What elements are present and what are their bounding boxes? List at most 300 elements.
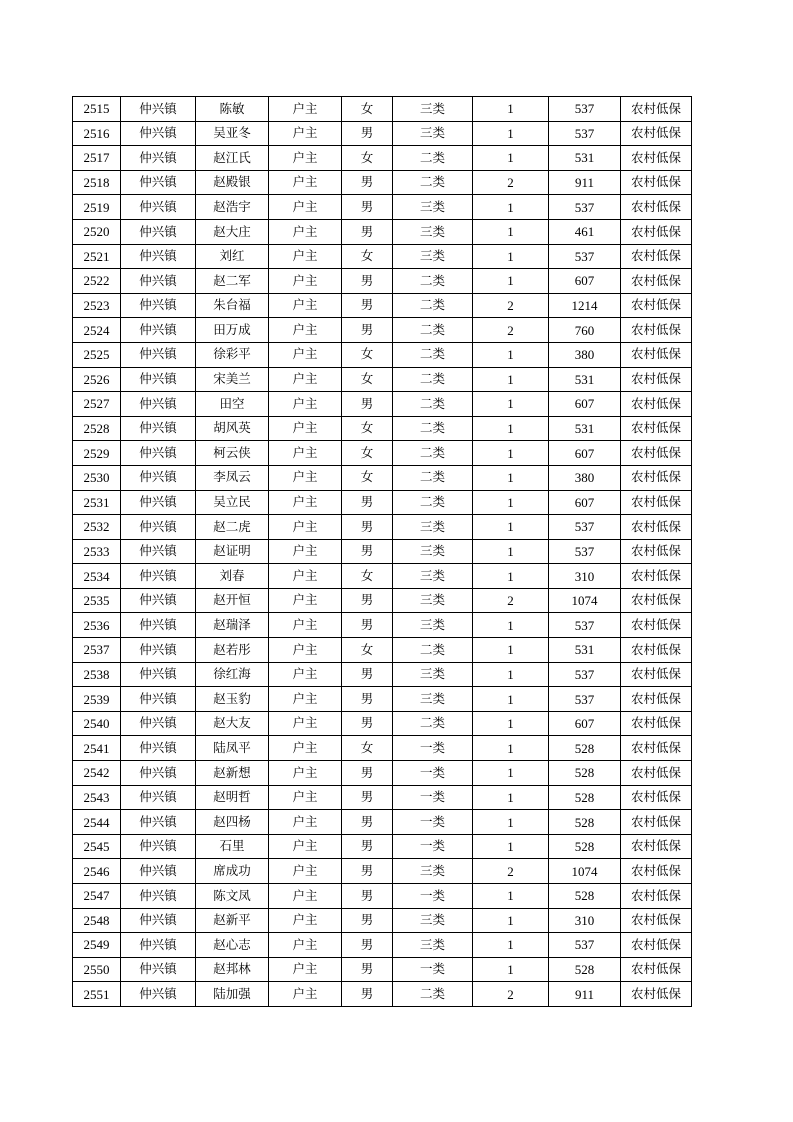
amount-cell: 607	[549, 269, 621, 294]
relation-cell: 户主	[269, 97, 342, 122]
amount-cell: 607	[549, 392, 621, 417]
amount-cell: 528	[549, 884, 621, 909]
table-row	[73, 441, 692, 466]
amount-cell: 1074	[549, 859, 621, 884]
household-size-cell: 1	[473, 613, 549, 638]
category-cell: 三类	[393, 859, 473, 884]
relation-cell: 户主	[269, 859, 342, 884]
table-row	[73, 884, 692, 909]
table-row	[73, 465, 692, 490]
name-cell: 赵四杨	[196, 810, 269, 835]
relation-cell: 户主	[269, 269, 342, 294]
category-cell: 三类	[393, 121, 473, 146]
household-size-cell: 1	[473, 244, 549, 269]
category-cell: 二类	[393, 342, 473, 367]
table-row	[73, 367, 692, 392]
gender-cell: 女	[342, 465, 393, 490]
category-cell: 一类	[393, 785, 473, 810]
category-cell: 二类	[393, 416, 473, 441]
assistance-type-cell: 农村低保	[621, 244, 692, 269]
household-size-cell: 1	[473, 687, 549, 712]
township-cell: 仲兴镇	[121, 367, 196, 392]
serial-number-cell: 2549	[73, 933, 121, 958]
household-size-cell: 1	[473, 515, 549, 540]
table-row	[73, 588, 692, 613]
gender-cell: 女	[342, 244, 393, 269]
township-cell: 仲兴镇	[121, 121, 196, 146]
amount-cell: 310	[549, 908, 621, 933]
household-size-cell: 1	[473, 490, 549, 515]
relation-cell: 户主	[269, 834, 342, 859]
gender-cell: 男	[342, 785, 393, 810]
gender-cell: 女	[342, 441, 393, 466]
category-cell: 二类	[393, 293, 473, 318]
amount-cell: 528	[549, 957, 621, 982]
relation-cell: 户主	[269, 465, 342, 490]
serial-number-cell: 2532	[73, 515, 121, 540]
amount-cell: 380	[549, 342, 621, 367]
township-cell: 仲兴镇	[121, 957, 196, 982]
table-row	[73, 638, 692, 663]
amount-cell: 528	[549, 834, 621, 859]
name-cell: 赵大庄	[196, 219, 269, 244]
table-row	[73, 687, 692, 712]
serial-number-cell: 2528	[73, 416, 121, 441]
category-cell: 二类	[393, 170, 473, 195]
category-cell: 一类	[393, 761, 473, 786]
table-row	[73, 810, 692, 835]
table-row	[73, 219, 692, 244]
gender-cell: 女	[342, 638, 393, 663]
assistance-type-cell: 农村低保	[621, 588, 692, 613]
relation-cell: 户主	[269, 613, 342, 638]
township-cell: 仲兴镇	[121, 588, 196, 613]
category-cell: 二类	[393, 318, 473, 343]
assistance-type-cell: 农村低保	[621, 884, 692, 909]
relation-cell: 户主	[269, 219, 342, 244]
assistance-type-cell: 农村低保	[621, 170, 692, 195]
name-cell: 田万成	[196, 318, 269, 343]
category-cell: 三类	[393, 195, 473, 220]
gender-cell: 男	[342, 982, 393, 1007]
table-row	[73, 293, 692, 318]
township-cell: 仲兴镇	[121, 613, 196, 638]
amount-cell: 607	[549, 490, 621, 515]
category-cell: 三类	[393, 219, 473, 244]
relation-cell: 户主	[269, 392, 342, 417]
name-cell: 陆凤平	[196, 736, 269, 761]
table-row	[73, 121, 692, 146]
category-cell: 三类	[393, 244, 473, 269]
serial-number-cell: 2521	[73, 244, 121, 269]
amount-cell: 537	[549, 933, 621, 958]
assistance-type-cell: 农村低保	[621, 711, 692, 736]
assistance-type-cell: 农村低保	[621, 465, 692, 490]
assistance-type-cell: 农村低保	[621, 859, 692, 884]
relation-cell: 户主	[269, 170, 342, 195]
gender-cell: 女	[342, 97, 393, 122]
table-row	[73, 146, 692, 171]
assistance-type-cell: 农村低保	[621, 97, 692, 122]
gender-cell: 男	[342, 957, 393, 982]
gender-cell: 男	[342, 859, 393, 884]
household-size-cell: 1	[473, 441, 549, 466]
relation-cell: 户主	[269, 490, 342, 515]
household-size-cell: 1	[473, 933, 549, 958]
serial-number-cell: 2547	[73, 884, 121, 909]
name-cell: 吴亚冬	[196, 121, 269, 146]
serial-number-cell: 2516	[73, 121, 121, 146]
township-cell: 仲兴镇	[121, 490, 196, 515]
name-cell: 李凤云	[196, 465, 269, 490]
township-cell: 仲兴镇	[121, 170, 196, 195]
table-row	[73, 416, 692, 441]
amount-cell: 310	[549, 564, 621, 589]
township-cell: 仲兴镇	[121, 219, 196, 244]
serial-number-cell: 2539	[73, 687, 121, 712]
household-size-cell: 1	[473, 392, 549, 417]
name-cell: 陆加强	[196, 982, 269, 1007]
assistance-type-cell: 农村低保	[621, 146, 692, 171]
assistance-type-cell: 农村低保	[621, 933, 692, 958]
gender-cell: 男	[342, 318, 393, 343]
category-cell: 二类	[393, 638, 473, 663]
table-row	[73, 195, 692, 220]
relation-cell: 户主	[269, 318, 342, 343]
relation-cell: 户主	[269, 293, 342, 318]
name-cell: 徐彩平	[196, 342, 269, 367]
township-cell: 仲兴镇	[121, 638, 196, 663]
table-row	[73, 613, 692, 638]
category-cell: 三类	[393, 908, 473, 933]
household-size-cell: 1	[473, 416, 549, 441]
serial-number-cell: 2537	[73, 638, 121, 663]
table-row	[73, 859, 692, 884]
township-cell: 仲兴镇	[121, 810, 196, 835]
amount-cell: 911	[549, 170, 621, 195]
serial-number-cell: 2543	[73, 785, 121, 810]
gender-cell: 女	[342, 367, 393, 392]
township-cell: 仲兴镇	[121, 785, 196, 810]
relation-cell: 户主	[269, 908, 342, 933]
name-cell: 刘红	[196, 244, 269, 269]
category-cell: 三类	[393, 613, 473, 638]
assistance-type-cell: 农村低保	[621, 121, 692, 146]
relation-cell: 户主	[269, 933, 342, 958]
name-cell: 赵邦林	[196, 957, 269, 982]
table-row	[73, 97, 692, 122]
amount-cell: 1074	[549, 588, 621, 613]
assistance-type-cell: 农村低保	[621, 293, 692, 318]
household-size-cell: 1	[473, 146, 549, 171]
category-cell: 二类	[393, 367, 473, 392]
name-cell: 赵二虎	[196, 515, 269, 540]
serial-number-cell: 2541	[73, 736, 121, 761]
name-cell: 赵证明	[196, 539, 269, 564]
amount-cell: 537	[549, 539, 621, 564]
name-cell: 刘春	[196, 564, 269, 589]
township-cell: 仲兴镇	[121, 97, 196, 122]
township-cell: 仲兴镇	[121, 342, 196, 367]
township-cell: 仲兴镇	[121, 195, 196, 220]
serial-number-cell: 2520	[73, 219, 121, 244]
amount-cell: 911	[549, 982, 621, 1007]
relation-cell: 户主	[269, 736, 342, 761]
assistance-type-cell: 农村低保	[621, 416, 692, 441]
household-size-cell: 1	[473, 97, 549, 122]
amount-cell: 537	[549, 97, 621, 122]
township-cell: 仲兴镇	[121, 761, 196, 786]
amount-cell: 531	[549, 146, 621, 171]
name-cell: 赵新平	[196, 908, 269, 933]
gender-cell: 男	[342, 490, 393, 515]
gender-cell: 男	[342, 761, 393, 786]
household-size-cell: 1	[473, 269, 549, 294]
table-row	[73, 662, 692, 687]
household-size-cell: 1	[473, 834, 549, 859]
amount-cell: 537	[549, 613, 621, 638]
table-row	[73, 711, 692, 736]
gender-cell: 男	[342, 810, 393, 835]
relation-cell: 户主	[269, 539, 342, 564]
relation-cell: 户主	[269, 367, 342, 392]
category-cell: 三类	[393, 564, 473, 589]
table-row	[73, 982, 692, 1007]
assistance-type-cell: 农村低保	[621, 908, 692, 933]
relation-cell: 户主	[269, 416, 342, 441]
table-row	[73, 834, 692, 859]
gender-cell: 男	[342, 293, 393, 318]
gender-cell: 男	[342, 195, 393, 220]
name-cell: 赵明哲	[196, 785, 269, 810]
amount-cell: 531	[549, 416, 621, 441]
serial-number-cell: 2536	[73, 613, 121, 638]
township-cell: 仲兴镇	[121, 687, 196, 712]
serial-number-cell: 2538	[73, 662, 121, 687]
township-cell: 仲兴镇	[121, 859, 196, 884]
gender-cell: 男	[342, 539, 393, 564]
name-cell: 赵若彤	[196, 638, 269, 663]
assistance-type-cell: 农村低保	[621, 490, 692, 515]
assistance-type-cell: 农村低保	[621, 515, 692, 540]
gender-cell: 男	[342, 711, 393, 736]
household-size-cell: 1	[473, 957, 549, 982]
gender-cell: 男	[342, 884, 393, 909]
gender-cell: 男	[342, 392, 393, 417]
category-cell: 三类	[393, 97, 473, 122]
relation-cell: 户主	[269, 662, 342, 687]
amount-cell: 607	[549, 441, 621, 466]
table-row	[73, 564, 692, 589]
household-size-cell: 2	[473, 588, 549, 613]
relief-roster-table	[72, 96, 692, 1007]
relation-cell: 户主	[269, 244, 342, 269]
table-row	[73, 761, 692, 786]
table-row	[73, 269, 692, 294]
serial-number-cell: 2518	[73, 170, 121, 195]
gender-cell: 男	[342, 269, 393, 294]
household-size-cell: 1	[473, 810, 549, 835]
table-row	[73, 392, 692, 417]
name-cell: 徐红海	[196, 662, 269, 687]
serial-number-cell: 2544	[73, 810, 121, 835]
amount-cell: 528	[549, 810, 621, 835]
household-size-cell: 1	[473, 367, 549, 392]
table-row	[73, 785, 692, 810]
relation-cell: 户主	[269, 515, 342, 540]
relation-cell: 户主	[269, 121, 342, 146]
assistance-type-cell: 农村低保	[621, 441, 692, 466]
township-cell: 仲兴镇	[121, 564, 196, 589]
township-cell: 仲兴镇	[121, 834, 196, 859]
category-cell: 二类	[393, 392, 473, 417]
serial-number-cell: 2533	[73, 539, 121, 564]
category-cell: 一类	[393, 736, 473, 761]
relation-cell: 户主	[269, 195, 342, 220]
township-cell: 仲兴镇	[121, 539, 196, 564]
gender-cell: 男	[342, 121, 393, 146]
serial-number-cell: 2530	[73, 465, 121, 490]
name-cell: 赵瑞泽	[196, 613, 269, 638]
serial-number-cell: 2527	[73, 392, 121, 417]
household-size-cell: 2	[473, 982, 549, 1007]
township-cell: 仲兴镇	[121, 515, 196, 540]
township-cell: 仲兴镇	[121, 908, 196, 933]
assistance-type-cell: 农村低保	[621, 662, 692, 687]
assistance-type-cell: 农村低保	[621, 957, 692, 982]
gender-cell: 女	[342, 564, 393, 589]
household-size-cell: 1	[473, 564, 549, 589]
assistance-type-cell: 农村低保	[621, 195, 692, 220]
amount-cell: 531	[549, 367, 621, 392]
amount-cell: 528	[549, 761, 621, 786]
name-cell: 赵开恒	[196, 588, 269, 613]
household-size-cell: 2	[473, 318, 549, 343]
gender-cell: 男	[342, 613, 393, 638]
table-row	[73, 933, 692, 958]
gender-cell: 男	[342, 219, 393, 244]
gender-cell: 男	[342, 834, 393, 859]
relation-cell: 户主	[269, 711, 342, 736]
name-cell: 田空	[196, 392, 269, 417]
assistance-type-cell: 农村低保	[621, 785, 692, 810]
serial-number-cell: 2517	[73, 146, 121, 171]
relation-cell: 户主	[269, 884, 342, 909]
category-cell: 三类	[393, 515, 473, 540]
table-row	[73, 244, 692, 269]
name-cell: 陈敏	[196, 97, 269, 122]
township-cell: 仲兴镇	[121, 318, 196, 343]
relation-cell: 户主	[269, 687, 342, 712]
amount-cell: 537	[549, 687, 621, 712]
serial-number-cell: 2531	[73, 490, 121, 515]
relation-cell: 户主	[269, 957, 342, 982]
category-cell: 二类	[393, 146, 473, 171]
gender-cell: 男	[342, 933, 393, 958]
amount-cell: 537	[549, 121, 621, 146]
household-size-cell: 2	[473, 859, 549, 884]
name-cell: 朱台福	[196, 293, 269, 318]
table-row	[73, 342, 692, 367]
amount-cell: 760	[549, 318, 621, 343]
household-size-cell: 1	[473, 465, 549, 490]
serial-number-cell: 2534	[73, 564, 121, 589]
household-size-cell: 2	[473, 293, 549, 318]
category-cell: 二类	[393, 711, 473, 736]
serial-number-cell: 2546	[73, 859, 121, 884]
table-row	[73, 957, 692, 982]
assistance-type-cell: 农村低保	[621, 687, 692, 712]
serial-number-cell: 2525	[73, 342, 121, 367]
assistance-type-cell: 农村低保	[621, 736, 692, 761]
category-cell: 一类	[393, 834, 473, 859]
gender-cell: 女	[342, 342, 393, 367]
gender-cell: 男	[342, 662, 393, 687]
serial-number-cell: 2535	[73, 588, 121, 613]
category-cell: 一类	[393, 810, 473, 835]
table-row	[73, 318, 692, 343]
township-cell: 仲兴镇	[121, 293, 196, 318]
table-row	[73, 736, 692, 761]
assistance-type-cell: 农村低保	[621, 810, 692, 835]
relation-cell: 户主	[269, 761, 342, 786]
gender-cell: 男	[342, 687, 393, 712]
household-size-cell: 1	[473, 342, 549, 367]
assistance-type-cell: 农村低保	[621, 564, 692, 589]
name-cell: 赵大友	[196, 711, 269, 736]
amount-cell: 528	[549, 736, 621, 761]
assistance-type-cell: 农村低保	[621, 834, 692, 859]
category-cell: 一类	[393, 957, 473, 982]
relation-cell: 户主	[269, 441, 342, 466]
household-size-cell: 1	[473, 736, 549, 761]
name-cell: 胡风英	[196, 416, 269, 441]
amount-cell: 537	[549, 195, 621, 220]
category-cell: 二类	[393, 490, 473, 515]
category-cell: 二类	[393, 441, 473, 466]
amount-cell: 1214	[549, 293, 621, 318]
table-row	[73, 908, 692, 933]
household-size-cell: 1	[473, 711, 549, 736]
relation-cell: 户主	[269, 588, 342, 613]
category-cell: 二类	[393, 269, 473, 294]
township-cell: 仲兴镇	[121, 441, 196, 466]
assistance-type-cell: 农村低保	[621, 219, 692, 244]
serial-number-cell: 2524	[73, 318, 121, 343]
table-row	[73, 539, 692, 564]
township-cell: 仲兴镇	[121, 269, 196, 294]
household-size-cell: 1	[473, 539, 549, 564]
name-cell: 赵浩宇	[196, 195, 269, 220]
relation-cell: 户主	[269, 564, 342, 589]
serial-number-cell: 2540	[73, 711, 121, 736]
name-cell: 吴立民	[196, 490, 269, 515]
name-cell: 赵新想	[196, 761, 269, 786]
relation-cell: 户主	[269, 146, 342, 171]
table-row	[73, 170, 692, 195]
serial-number-cell: 2522	[73, 269, 121, 294]
township-cell: 仲兴镇	[121, 711, 196, 736]
category-cell: 三类	[393, 588, 473, 613]
township-cell: 仲兴镇	[121, 392, 196, 417]
gender-cell: 男	[342, 908, 393, 933]
serial-number-cell: 2551	[73, 982, 121, 1007]
household-size-cell: 2	[473, 170, 549, 195]
assistance-type-cell: 农村低保	[621, 392, 692, 417]
relation-cell: 户主	[269, 982, 342, 1007]
household-size-cell: 1	[473, 761, 549, 786]
assistance-type-cell: 农村低保	[621, 367, 692, 392]
